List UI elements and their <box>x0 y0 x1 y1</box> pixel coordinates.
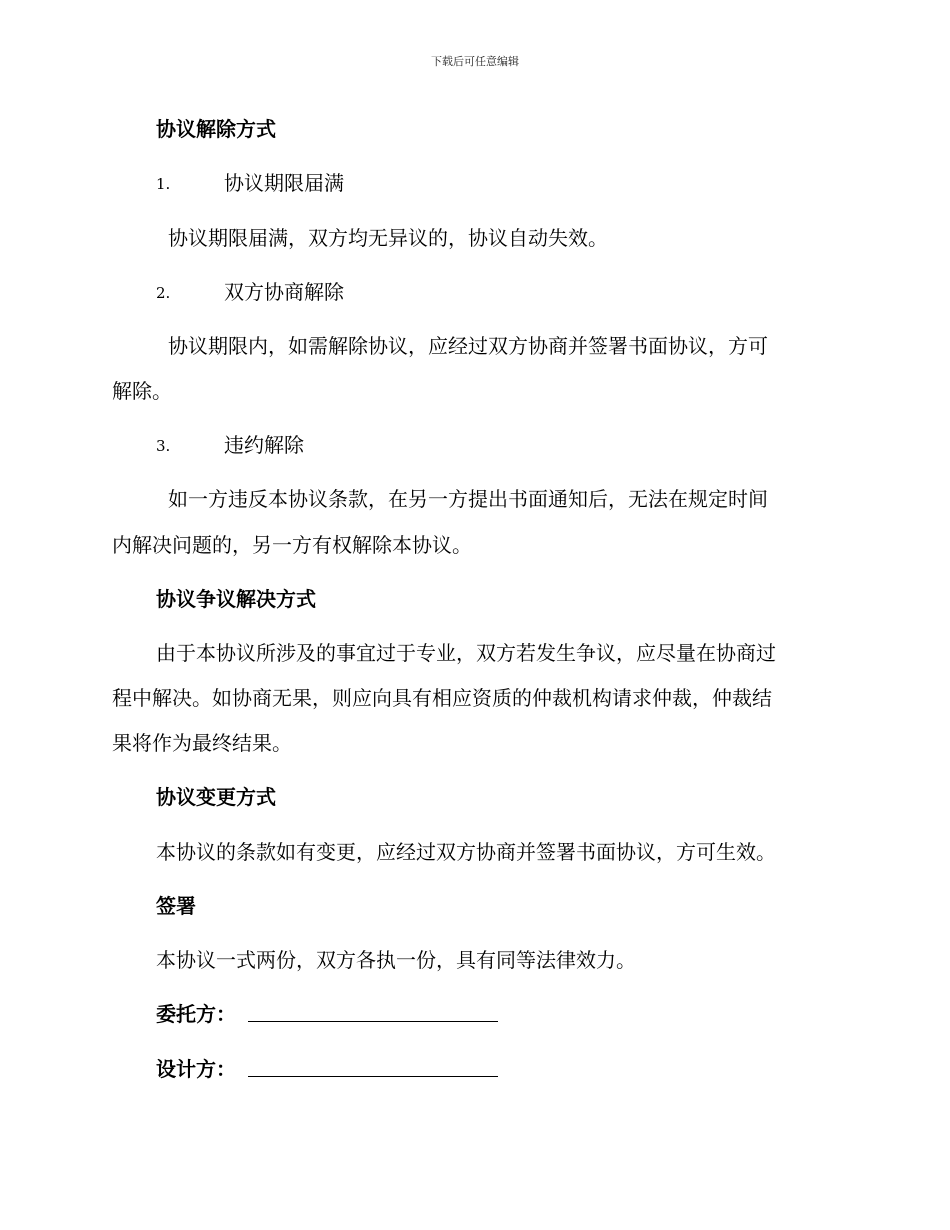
item-number-3: 3. <box>156 437 171 455</box>
item-number-2: 2. <box>156 284 171 302</box>
client-label: 委托方： <box>156 1002 236 1026</box>
item-title-3: 违约解除 <box>224 433 304 457</box>
item-title-1: 协议期限届满 <box>224 171 344 195</box>
client-signature-line <box>248 1021 498 1022</box>
item-number-1: 1. <box>156 175 171 193</box>
section-title-termination: 协议解除方式 <box>156 117 276 141</box>
dispute-text-line2: 程中解决。如协商无果，则应向具有相应资质的仲裁机构请求仲裁，仲裁结 <box>112 686 772 710</box>
dispute-text-line1: 由于本协议所涉及的事宜过于专业，双方若发生争议，应尽量在协商过 <box>156 641 776 665</box>
change-text: 本协议的条款如有变更，应经过双方协商并签署书面协议，方可生效。 <box>156 840 776 864</box>
section-title-dispute: 协议争议解决方式 <box>156 587 316 611</box>
dispute-text-line3: 果将作为最终结果。 <box>112 731 292 755</box>
designer-signature-line <box>248 1076 498 1077</box>
section-title-change: 协议变更方式 <box>156 785 276 809</box>
designer-label: 设计方： <box>156 1057 236 1081</box>
item-text-3-line2: 内解决问题的，另一方有权解除本协议。 <box>112 533 472 557</box>
page-header: 下载后可任意编辑 <box>431 55 519 68</box>
signing-text: 本协议一式两份，双方各执一份，具有同等法律效力。 <box>156 948 636 972</box>
item-text-3-line1: 如一方违反本协议条款，在另一方提出书面通知后，无法在规定时间 <box>168 487 768 511</box>
item-text-2-line1: 协议期限内，如需解除协议，应经过双方协商并签署书面协议，方可 <box>168 334 768 358</box>
section-title-signing: 签署 <box>156 894 196 918</box>
item-title-2: 双方协商解除 <box>224 280 344 304</box>
item-text-1: 协议期限届满，双方均无异议的，协议自动失效。 <box>168 226 608 250</box>
item-text-2-line2: 解除。 <box>112 379 172 403</box>
